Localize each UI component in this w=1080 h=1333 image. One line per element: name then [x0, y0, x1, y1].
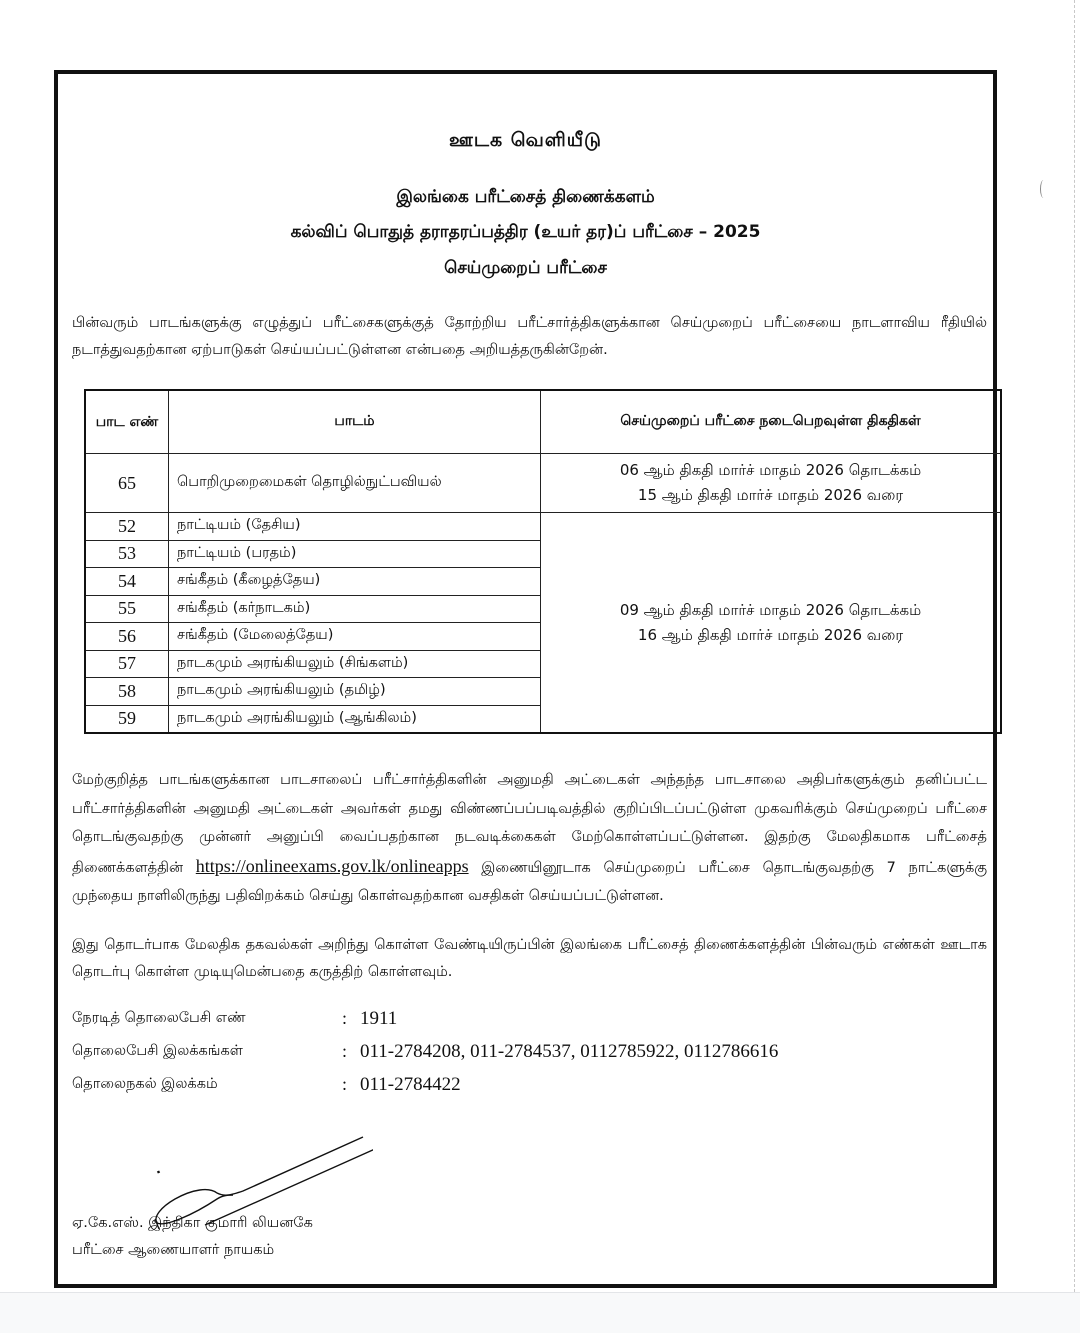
exam-dates-group-1	[541, 454, 1002, 513]
subject-number: 58	[85, 678, 169, 706]
practical-exam-schedule-table	[84, 389, 1002, 734]
dates-end: 16 ஆம் திகதி மார்ச் மாதம் 2026 வரை	[637, 625, 904, 644]
subject-name: பொறிமுறைமைகள் தொழில்நுட்பவியல்	[169, 454, 541, 513]
subject-number: 57	[85, 650, 169, 678]
subject-name: சங்கீதம் (மேலைத்தேய)	[169, 623, 541, 651]
contact-intro-paragraph: இது தொடர்பாக மேலதிக தகவல்கள் அறிந்து கொள்ள வேண்டியிருப்பின் இலங்கை பரீட்சைத் திணைக்களத்தின் பின்வரும் எண்கள் ஊடாக தொடர்பு கொள்ள முடியுமென்பதை கருத்திற் கொள்ளவும்.	[72, 937, 987, 980]
subject-number: 53	[85, 540, 169, 568]
header-dates: செய்முறைப் பரீட்சை நடைபெறவுள்ள திகதிகள்	[541, 390, 1002, 454]
press-release-document	[54, 70, 997, 1288]
subject-number: 55	[85, 595, 169, 623]
admission-text-after-link: இணையினூடாக செய்முறைப் பரீட்சை தொடங்குவதற்கு 7 நாட்களுக்கு முந்தைய நாளிலிருந்து பதிவிறக்கம் செய்து கொள்வதற்கான வசதிகள் செய்யப்பட்டுள்ளன.	[72, 859, 988, 904]
contact-row-telephone	[72, 1035, 972, 1068]
contact-separator: :	[342, 1074, 348, 1094]
dates-start: 06 ஆம் திகதி மார்ச் மாதம் 2026 தொடக்கம்	[619, 461, 922, 479]
subject-name: நாட்டியம் (தேசிய)	[169, 513, 541, 541]
document-heading: ஊடக வெளியீடு	[448, 129, 603, 151]
contact-label: நேரடித் தொலைபேசி எண்	[72, 1009, 246, 1026]
subject-name: நாடகமும் அரங்கியலும் (தமிழ்)	[169, 678, 541, 706]
admission-card-paragraph	[72, 766, 987, 911]
subject-name: நாட்டியம் (பரதம்)	[169, 540, 541, 568]
intro-paragraph: பின்வரும் பாடங்களுக்கு எழுத்துப் பரீட்சைகளுக்குத் தோற்றிய பரீட்சார்த்திகளுக்கான செய்முறைப் பரீட்சையை நாடளாவிய ரீதியில் நடாத்துவதற்கான ஏற்பாடுகள் செய்யப்பட்டுள்ளன என்பதை அறியத்தருகின்றேன்.	[72, 315, 987, 358]
viewer-bottom-bar	[0, 1292, 1080, 1333]
exam-dates-group-2	[541, 513, 1002, 734]
table-row	[85, 454, 1001, 513]
admission-text-before-link: மேற்குறித்த பாடங்களுக்கான பாடசாலைப் பரீட்சார்த்திகளின் அனுமதி அட்டைகள் அந்தந்த பாடசாலை அதிபர்களுக்கும் தனிப்பட்ட பரீட்சார்த்திகளின் அனுமதி அட்டைகள் அவர்கள் தமது விண்ணப்பப்படிவத்தில் குறிப்பிடப்பட்டுள்ள முகவரிக்கும் செய்முறைப் பரீட்சை தொடங்குவதற்கு முன்னர் அனுப்பி வைப்பதற்கான நடவடிக்கைகள் மேற்கொள்ளப்பட்டுள்ளன. இதற்கு மேலதிகமாக பரீட்சைத் திணைக்களத்தின்	[72, 772, 987, 876]
dates-end: 15 ஆம் திகதி மார்ச் மாதம் 2026 வரை	[637, 486, 904, 504]
contact-label: தொலைநகல் இலக்கம்	[72, 1075, 218, 1092]
table-header-row	[85, 390, 1001, 454]
scan-artifact	[1040, 180, 1047, 198]
contact-value: 1911	[360, 1007, 398, 1029]
signatory-title: பரீட்சை ஆணையாளர் நாயகம்	[72, 1242, 275, 1258]
contact-list	[72, 1002, 972, 1101]
header-subject: பாடம்	[169, 390, 541, 454]
subject-number: 56	[85, 623, 169, 651]
contact-separator: :	[342, 1041, 348, 1061]
contact-separator: :	[342, 1008, 348, 1028]
contact-row-fax	[72, 1068, 972, 1101]
online-apps-link[interactable]: https://onlineexams.gov.lk/onlineapps	[195, 855, 469, 876]
header-subject-number: பாட எண்	[85, 390, 169, 454]
subject-name: சங்கீதம் (கர்நாடகம்)	[169, 595, 541, 623]
contact-row-hotline	[72, 1002, 972, 1035]
subject-number: 65	[85, 454, 169, 513]
subject-number: 59	[85, 705, 169, 733]
contact-value: 011-2784422	[360, 1073, 461, 1095]
subject-name: நாடகமும் அரங்கியலும் (ஆங்கிலம்)	[169, 705, 541, 733]
subject-number: 52	[85, 513, 169, 541]
exam-title: கல்விப் பொதுத் தராதரப்பத்திர (உயர் தர)ப் பரீட்சை – 2025	[290, 222, 761, 242]
contact-label: தொலைபேசி இலக்கங்கள்	[72, 1042, 243, 1059]
contact-value: 011-2784208, 011-2784537, 0112785922, 0112786616	[360, 1040, 779, 1062]
department-name: இலங்கை பரீட்சைத் திணைக்களம்	[396, 187, 655, 207]
subject-number: 54	[85, 568, 169, 596]
exam-subtitle: செய்முறைப் பரீட்சை	[444, 258, 607, 278]
dates-start: 09 ஆம் திகதி மார்ச் மாதம் 2026 தொடக்கம்	[619, 600, 922, 619]
subject-name: நாடகமும் அரங்கியலும் (சிங்களம்)	[169, 650, 541, 678]
subject-name: சங்கீதம் (கீழைத்தேய)	[169, 568, 541, 596]
scan-edge-line	[1074, 0, 1075, 1292]
signatory-name: ஏ.கே.எஸ். இந்திகா குமாரி லியனகே	[72, 1215, 313, 1231]
table-row	[85, 513, 1001, 541]
